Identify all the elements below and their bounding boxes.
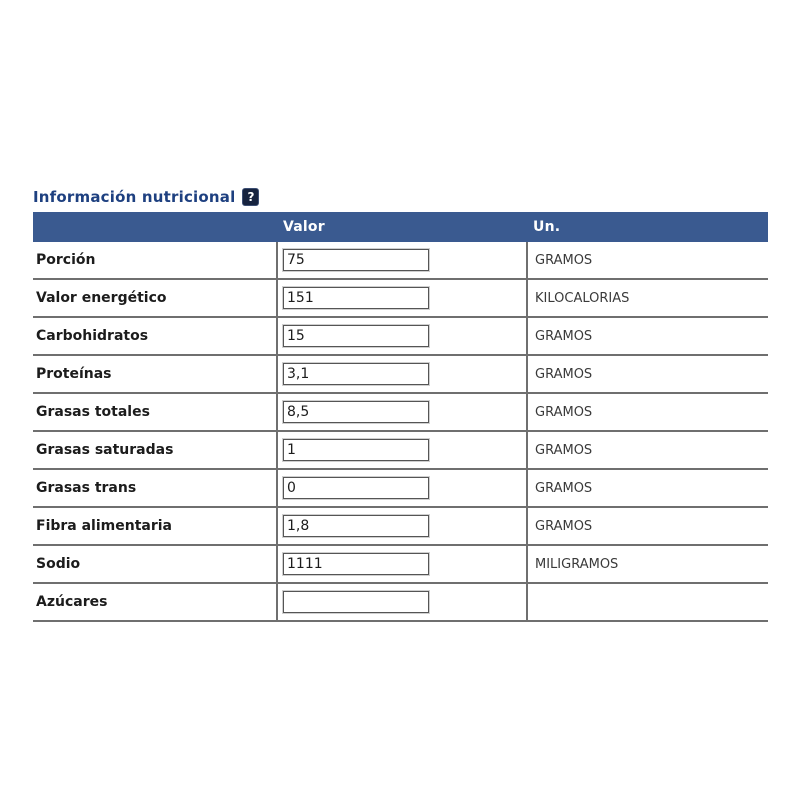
row-unit: GRAMOS — [527, 393, 768, 431]
title-row — [33, 188, 768, 206]
value-input[interactable] — [283, 553, 429, 575]
row-unit: KILOCALORIAS — [527, 279, 768, 317]
header-valor: Valor — [277, 212, 527, 242]
header-un: Un. — [527, 212, 768, 242]
nutrition-form — [33, 188, 768, 622]
table-row — [33, 469, 768, 507]
row-unit: GRAMOS — [527, 242, 768, 279]
row-label: Grasas saturadas — [33, 431, 277, 469]
value-input[interactable] — [283, 325, 429, 347]
table-row — [33, 279, 768, 317]
value-input[interactable] — [283, 287, 429, 309]
table-row — [33, 393, 768, 431]
page-title: Información nutricional — [33, 188, 236, 206]
row-label: Proteínas — [33, 355, 277, 393]
table-row — [33, 545, 768, 583]
value-input[interactable] — [283, 439, 429, 461]
row-unit: GRAMOS — [527, 317, 768, 355]
table-row — [33, 507, 768, 545]
value-input[interactable] — [283, 401, 429, 423]
row-unit: GRAMOS — [527, 469, 768, 507]
row-unit — [527, 583, 768, 621]
row-label: Azúcares — [33, 583, 277, 621]
nutrition-table-body — [33, 242, 768, 621]
table-row — [33, 317, 768, 355]
table-header-row — [33, 212, 768, 242]
value-input[interactable] — [283, 249, 429, 271]
row-unit: GRAMOS — [527, 355, 768, 393]
table-row — [33, 242, 768, 279]
row-label: Valor energético — [33, 279, 277, 317]
value-input[interactable] — [283, 591, 429, 613]
row-label: Porción — [33, 242, 277, 279]
nutrition-table — [33, 212, 768, 622]
row-label: Carbohidratos — [33, 317, 277, 355]
row-label: Grasas trans — [33, 469, 277, 507]
value-input[interactable] — [283, 515, 429, 537]
row-label: Grasas totales — [33, 393, 277, 431]
table-row — [33, 431, 768, 469]
row-unit: MILIGRAMOS — [527, 545, 768, 583]
row-unit: GRAMOS — [527, 431, 768, 469]
help-icon[interactable]: ? — [242, 188, 259, 206]
header-blank — [33, 212, 277, 242]
row-label: Fibra alimentaria — [33, 507, 277, 545]
table-row — [33, 583, 768, 621]
row-label: Sodio — [33, 545, 277, 583]
value-input[interactable] — [283, 477, 429, 499]
table-row — [33, 355, 768, 393]
row-unit: GRAMOS — [527, 507, 768, 545]
value-input[interactable] — [283, 363, 429, 385]
